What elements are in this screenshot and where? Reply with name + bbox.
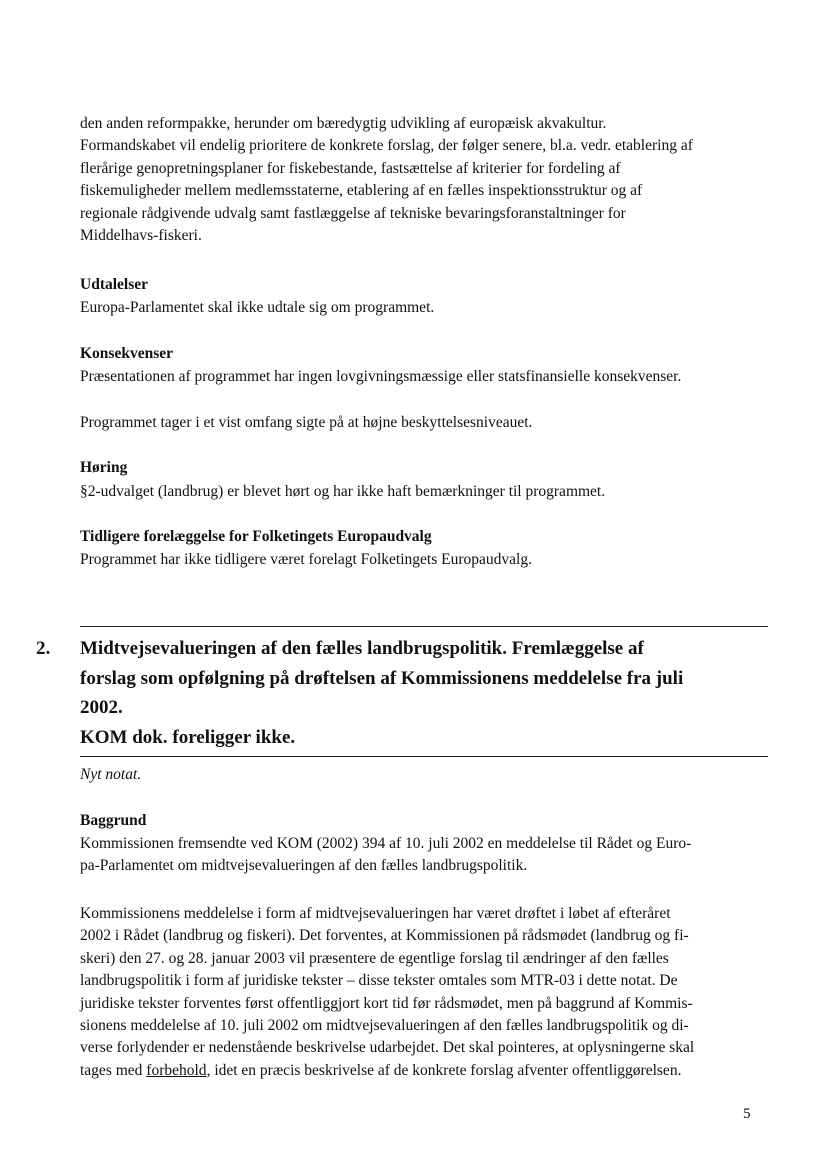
text-line: sionens meddelelse af 10. juli 2002 om midtvejsevalueringen af den fælles landbrugspolitik og di- xyxy=(80,1017,689,1035)
udtalelser-heading: Udtalelser xyxy=(80,276,149,293)
text-line: flerårige genopretningsplaner for fiskebestande, fastsættelse af kriterier for fordeling af xyxy=(80,159,621,177)
text-segment: tages med xyxy=(80,1061,147,1079)
tidligere-text xyxy=(80,549,760,571)
text-line: den anden reformpakke, herunder om bæredygtig udvikling af europæisk akvakultur. xyxy=(80,115,607,132)
text-line: Middelhavs-fiskeri. xyxy=(80,227,202,245)
text-line: regionale rådgivende udvalg samt fastlæggelse af tekniske bevaringsforanstaltninger for xyxy=(80,204,626,222)
intro-paragraph xyxy=(80,113,760,247)
konsekvenser-text-2 xyxy=(80,412,760,434)
section-title-line: forslag som opfølgning på drøftelsen af Kommissionens meddelelse fra juli xyxy=(80,667,684,689)
text-line: Europa-Parlamentet skal ikke udtale sig om programmet. xyxy=(80,299,435,316)
text-line: fiskemuligheder mellem medlemsstaterne, etablering af en fælles inspektionsstruktur og af xyxy=(80,182,643,200)
page-number: 5 xyxy=(743,1106,751,1122)
horing-heading: Høring xyxy=(80,459,128,476)
tidligere-heading: Tidligere forelæggelse for Folketingets Europaudvalg xyxy=(80,528,432,545)
text-line: pa-Parlamentet om midtvejsevalueringen af den fælles landbrugspolitik. xyxy=(80,857,528,875)
text-line: Kommissionens meddelelse i form af midtvejsevalueringen har været drøftet i løbet af efteråret xyxy=(80,905,671,922)
underlined-word: forbehold xyxy=(146,1061,207,1079)
section-title-line: 2002. xyxy=(80,697,123,718)
text-line: Formandskabet vil endelig prioritere de konkrete forslag, der følger senere, bl.a. vedr. etablering af xyxy=(80,137,693,155)
section-title xyxy=(80,634,683,752)
section-divider-top xyxy=(80,626,768,627)
text-line: Programmet tager i et vist omfang sigte på at højne beskyttelsesniveauet. xyxy=(80,414,533,431)
baggrund-heading: Baggrund xyxy=(80,812,147,829)
text-segment: , idet en præcis beskrivelse af de konkrete forslag afventer offentliggørelsen. xyxy=(206,1061,682,1079)
udtalelser-text xyxy=(80,297,760,319)
section-title-line: KOM dok. foreligger ikke. xyxy=(80,726,296,748)
text-line: Præsentationen af programmet har ingen lovgivningsmæssige eller statsfinansielle konsekvenser. xyxy=(80,368,682,385)
text-line: juridiske tekster forventes først offentliggjort kort tid før rådsmødet, men på baggrund af Kommis- xyxy=(80,994,693,1012)
text-line: Kommissionen fremsendte ved KOM (2002) 394 af 10. juli 2002 en meddelelse til Rådet og Euro- xyxy=(80,835,692,852)
text-line: skeri) den 27. og 28. januar 2003 vil præsentere de egentlige forslag til ændringer af den fælles xyxy=(80,949,669,967)
text-line: 2002 i Rådet (landbrug og fiskeri). Det forventes, at Kommissionen på rådsmødet (landbrug og fi- xyxy=(80,927,689,945)
konsekvenser-heading: Konsekvenser xyxy=(80,345,173,362)
konsekvenser-text xyxy=(80,366,760,388)
baggrund-paragraph-1 xyxy=(80,833,760,878)
horing-text xyxy=(80,481,760,503)
text-line: landbrugspolitik i form af juridiske tekster – disse tekster omtales som MTR-03 i dette notat. De xyxy=(80,972,678,990)
text-line: §2-udvalget (landbrug) er blevet hørt og har ikke haft bemærkninger til programmet. xyxy=(80,483,606,500)
baggrund-paragraph-2 xyxy=(80,903,760,1082)
text-line: verse forlydender er nedenstående beskrivelse udarbejdet. Det skal pointeres, at oplysningerne skal xyxy=(80,1039,695,1057)
text-line xyxy=(80,1060,760,1082)
section-divider-bottom xyxy=(80,756,768,757)
section-title-line: Midtvejsevalueringen af den fælles landbrugspolitik. Fremlæggelse af xyxy=(80,638,644,659)
section-number: 2. xyxy=(36,638,51,659)
section-note: Nyt notat. xyxy=(80,766,142,783)
text-line: Programmet har ikke tidligere været forelagt Folketingets Europaudvalg. xyxy=(80,551,532,568)
